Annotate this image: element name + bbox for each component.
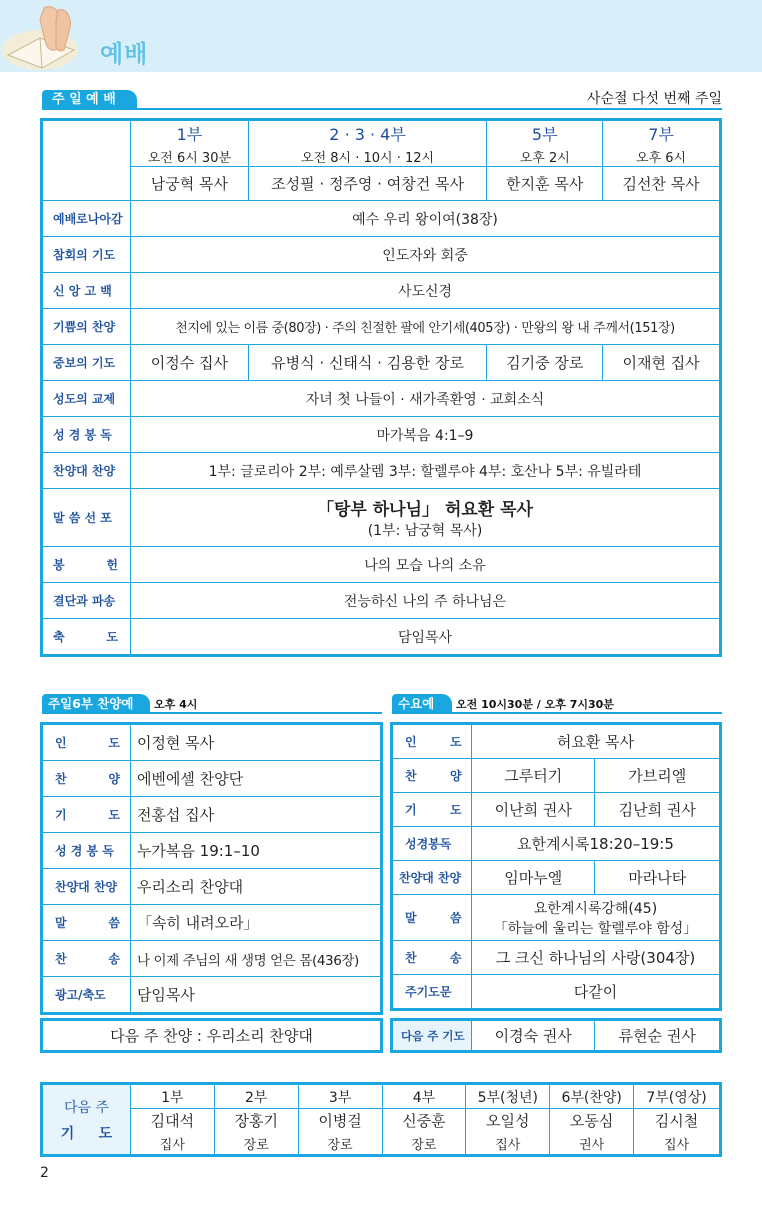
next-week-label: 다음 주 bbox=[63, 1099, 109, 1116]
prayer-title: 장로 bbox=[214, 1133, 298, 1155]
row-label: 찬양대 찬양 bbox=[43, 453, 131, 489]
praise6-next: 다음 주 찬양 : 우리소리 찬양대 bbox=[43, 1021, 381, 1051]
row-value: 이난희 권사 bbox=[471, 793, 595, 827]
word-title: 「하늘에 울리는 할렐루야 함성」 bbox=[493, 920, 698, 937]
part-time: 오전 8시 · 10시 · 12시 bbox=[248, 147, 487, 167]
part-label: 7부 bbox=[603, 121, 720, 147]
row-value: 나의 모습 나의 소유 bbox=[130, 547, 719, 583]
row-label: 성경봉독 bbox=[393, 827, 472, 861]
part-label: 5부(청년) bbox=[466, 1085, 550, 1109]
part-label: 2부 bbox=[214, 1085, 298, 1109]
next-week-label-cell bbox=[43, 1085, 131, 1155]
prayer-title: 장로 bbox=[298, 1133, 382, 1155]
prayer-name: 오일성 bbox=[466, 1109, 550, 1133]
row-label: 성 경 봉 독 bbox=[43, 417, 131, 453]
prayer-title: 권사 bbox=[550, 1133, 634, 1155]
row-label: 찬양대 찬양 bbox=[393, 861, 472, 895]
row-label: 봉 헌 bbox=[43, 547, 131, 583]
row-label: 찬 양 bbox=[393, 759, 472, 793]
row-label: 축 도 bbox=[43, 619, 131, 655]
intercessor: 김기중 장로 bbox=[487, 345, 603, 381]
row-label: 성도의 교제 bbox=[43, 381, 131, 417]
wednesday-next-box bbox=[392, 1020, 720, 1051]
prayer-name: 장홍기 bbox=[214, 1109, 298, 1133]
part-label: 1부 bbox=[130, 1085, 214, 1109]
part-label: 2 · 3 · 4부 bbox=[248, 121, 487, 147]
row-label: 찬양대 찬양 bbox=[43, 869, 131, 905]
prayer-name: 오동심 bbox=[550, 1109, 634, 1133]
row-value: 그루터기 bbox=[471, 759, 595, 793]
word-cell bbox=[471, 895, 719, 941]
row-label: 찬 송 bbox=[43, 941, 131, 977]
part-time: 오후 2시 bbox=[487, 147, 603, 167]
row-label: 광고/축도 bbox=[43, 977, 131, 1013]
prayer-title: 장로 bbox=[382, 1133, 466, 1155]
part-label: 4부 bbox=[382, 1085, 466, 1109]
row-value: 인도자와 회중 bbox=[130, 237, 719, 273]
row-value: 김난희 권사 bbox=[595, 793, 720, 827]
row-value: 임마누엘 bbox=[471, 861, 595, 895]
divider bbox=[42, 108, 722, 110]
row-value: 그 크신 하나님의 사랑(304장) bbox=[471, 941, 719, 975]
corner-cell bbox=[43, 121, 131, 201]
row-value: 이경숙 권사 bbox=[471, 1021, 595, 1051]
word-series: 요한계시록강해(45) bbox=[533, 900, 658, 917]
part-leader: 한지훈 목사 bbox=[487, 167, 603, 201]
part-time: 오후 6시 bbox=[603, 147, 720, 167]
prayer-title: 집사 bbox=[130, 1133, 214, 1155]
praise6-table bbox=[42, 724, 381, 1013]
prayer-title: 집사 bbox=[466, 1133, 550, 1155]
part-label: 6부(찬양) bbox=[550, 1085, 634, 1109]
part-leader: 조성필 · 정주영 · 여창건 목사 bbox=[248, 167, 487, 201]
praise6-section-header bbox=[42, 694, 382, 731]
part-label: 1부 bbox=[130, 121, 248, 147]
row-value: 다같이 bbox=[471, 975, 719, 1009]
sunday-section-header bbox=[42, 90, 722, 110]
row-label: 주기도문 bbox=[393, 975, 472, 1009]
divider bbox=[42, 712, 382, 714]
part-label: 5부 bbox=[487, 121, 603, 147]
sunday-worship-table bbox=[42, 120, 720, 655]
row-value: 전홍섭 집사 bbox=[130, 797, 380, 833]
row-label: 성 경 봉 독 bbox=[43, 833, 131, 869]
row-value: 예수 우리 왕이여(38장) bbox=[130, 201, 719, 237]
wednesday-table bbox=[392, 724, 720, 1009]
prayer-name: 김시철 bbox=[634, 1109, 720, 1133]
prayer-name: 이병걸 bbox=[298, 1109, 382, 1133]
page-number: 2 bbox=[40, 1165, 49, 1181]
praying-hands-bible-icon bbox=[0, 0, 92, 72]
row-label: 인 도 bbox=[393, 725, 472, 759]
row-label: 찬 송 bbox=[393, 941, 472, 975]
wednesday-section-header bbox=[392, 694, 722, 731]
part-time: 오전 6시 30분 bbox=[130, 147, 248, 167]
row-value: 마가복음 4:1–9 bbox=[130, 417, 719, 453]
row-value: 우리소리 찬양대 bbox=[130, 869, 380, 905]
row-value: 류현순 권사 bbox=[595, 1021, 720, 1051]
next-week-prayer-table bbox=[42, 1084, 720, 1155]
praise6-next-box bbox=[42, 1020, 381, 1051]
row-label: 찬 양 bbox=[43, 761, 131, 797]
prayer-label: 기 도 bbox=[60, 1125, 113, 1142]
row-label: 인 도 bbox=[43, 725, 131, 761]
sermon-sub: (1부: 남궁혁 목사) bbox=[367, 523, 483, 539]
row-value: 사도신경 bbox=[130, 273, 719, 309]
row-label: 신 앙 고 백 bbox=[43, 273, 131, 309]
sermon-title: 「탕부 하나님」 허요환 목사 bbox=[317, 500, 533, 520]
row-value: 자녀 첫 나들이 · 새가족환영 · 교회소식 bbox=[130, 381, 719, 417]
row-value: 담임목사 bbox=[130, 977, 380, 1013]
prayer-name: 신중훈 bbox=[382, 1109, 466, 1133]
praise6-time: 오후 4시 bbox=[154, 698, 198, 711]
row-label: 말 씀 선 포 bbox=[43, 489, 131, 547]
prayer-name: 김대석 bbox=[130, 1109, 214, 1133]
row-label: 기 도 bbox=[43, 797, 131, 833]
row-label: 기쁨의 찬양 bbox=[43, 309, 131, 345]
page-title: 예배 bbox=[100, 40, 149, 68]
part-leader: 남궁혁 목사 bbox=[130, 167, 248, 201]
row-value: 마라나타 bbox=[595, 861, 720, 895]
row-value: 천지에 있는 이름 중(80장) · 주의 친절한 팔에 안기세(405장) · 만왕의 왕 내 주께서(151장) bbox=[130, 309, 719, 345]
prayer-title: 집사 bbox=[634, 1133, 720, 1155]
row-label: 기 도 bbox=[393, 793, 472, 827]
part-label: 3부 bbox=[298, 1085, 382, 1109]
sermon-cell bbox=[130, 489, 719, 547]
row-value: 허요환 목사 bbox=[471, 725, 719, 759]
row-label: 말 씀 bbox=[43, 905, 131, 941]
praise6-tab: 주일6부 찬양예배 bbox=[42, 694, 150, 714]
row-label: 예배로나아감 bbox=[43, 201, 131, 237]
row-value: 나 이제 주님의 새 생명 얻은 몸(436장) bbox=[130, 941, 380, 977]
row-label: 다음 주 기도 bbox=[393, 1021, 472, 1051]
intercessor: 이정수 집사 bbox=[130, 345, 248, 381]
part-leader: 김선찬 목사 bbox=[603, 167, 720, 201]
row-label: 참회의 기도 bbox=[43, 237, 131, 273]
row-value: 담임목사 bbox=[130, 619, 719, 655]
divider bbox=[392, 712, 722, 714]
wednesday-tab: 수요예배 bbox=[392, 694, 452, 714]
row-value: 전능하신 나의 주 하나님은 bbox=[130, 583, 719, 619]
row-value: 누가복음 19:1–10 bbox=[130, 833, 380, 869]
row-value: 「속히 내려오라」 bbox=[130, 905, 380, 941]
row-value: 1부: 글로리아 2부: 예루살렘 3부: 할렐루야 4부: 호산나 5부: 유빌라테 bbox=[130, 453, 719, 489]
row-value: 가브리엘 bbox=[595, 759, 720, 793]
part-label: 7부(영상) bbox=[634, 1085, 720, 1109]
row-value: 이정현 목사 bbox=[130, 725, 380, 761]
row-value: 요한계시록18:20–19:5 bbox=[471, 827, 719, 861]
intercessor: 이재현 집사 bbox=[603, 345, 720, 381]
header-banner bbox=[0, 0, 762, 72]
row-label: 말 씀 bbox=[393, 895, 472, 941]
row-label: 중보의 기도 bbox=[43, 345, 131, 381]
row-value: 에벤에셀 찬양단 bbox=[130, 761, 380, 797]
wednesday-time: 오전 10시30분 / 오후 7시30분 bbox=[456, 698, 614, 711]
sunday-subtitle: 사순절 다섯 번째 주일 bbox=[586, 91, 722, 107]
intercessor: 유병식 · 신태식 · 김용한 장로 bbox=[248, 345, 487, 381]
sunday-tab: 주 일 예 배 bbox=[42, 90, 137, 110]
row-label: 결단과 파송 bbox=[43, 583, 131, 619]
